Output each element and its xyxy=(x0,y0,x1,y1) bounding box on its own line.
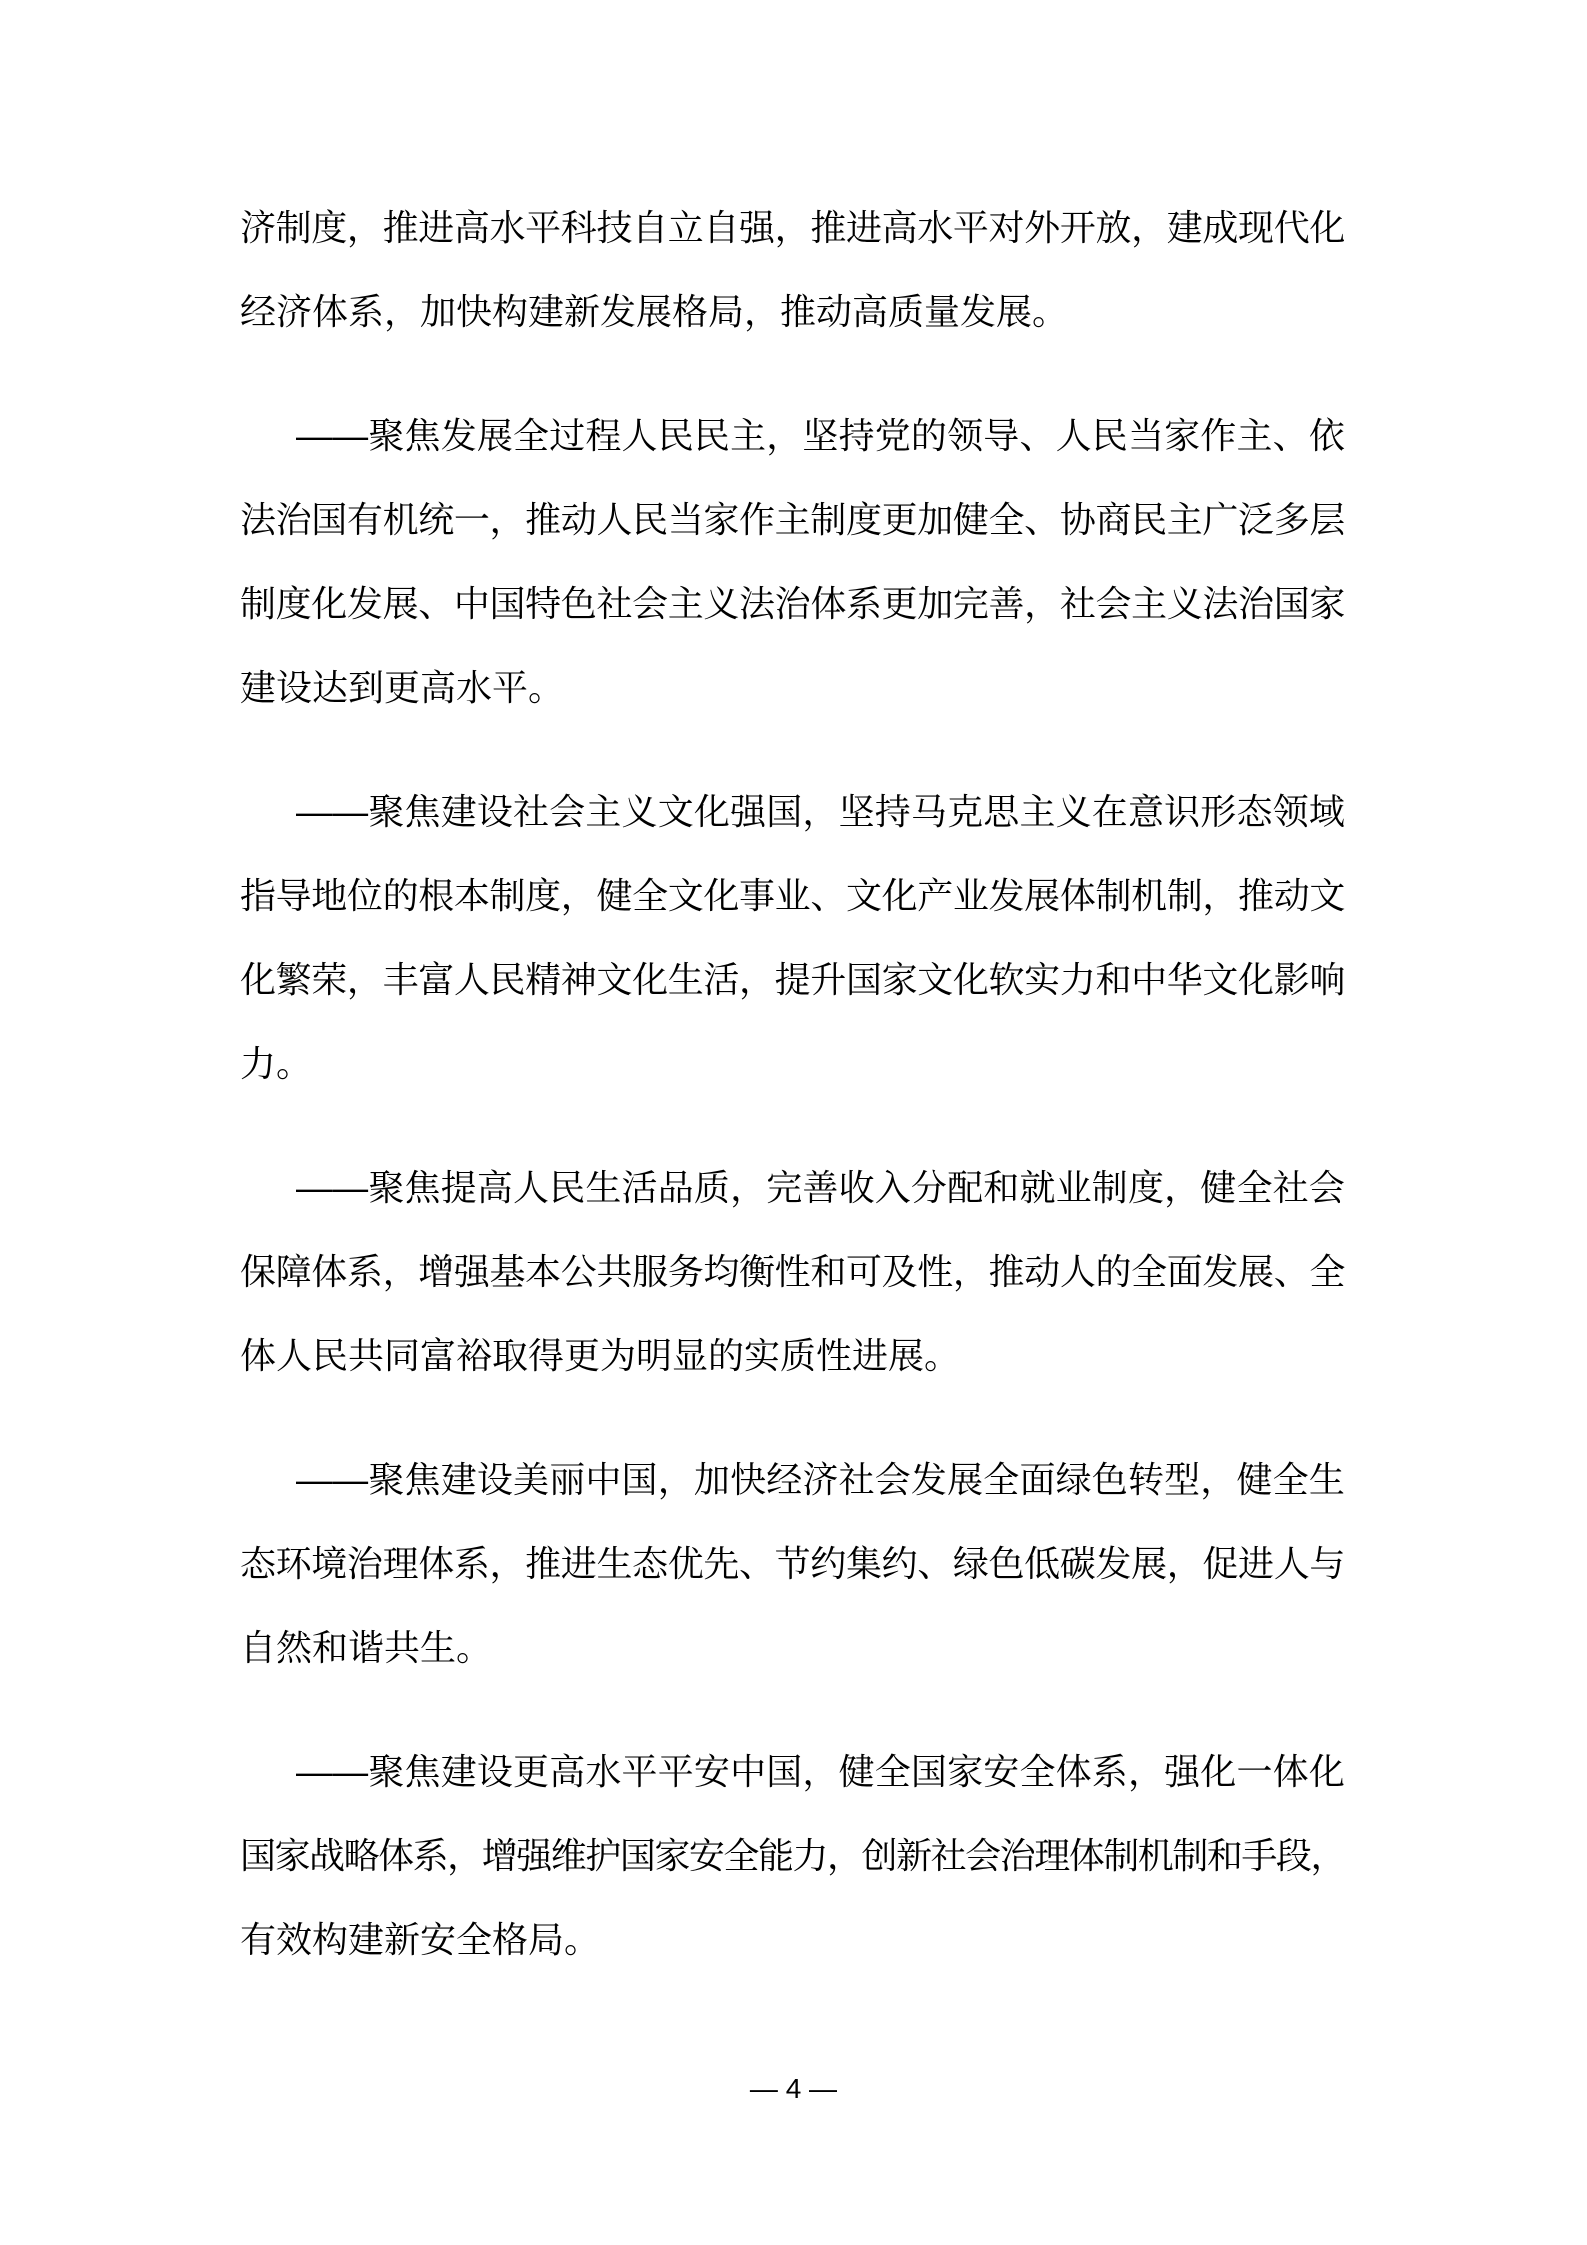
text-line-content: 有效构建新安全格局。 xyxy=(240,1919,601,1960)
text-line-content: 国家战略体系，增强维护国家安全能力，创新社会治理体制机制和手段， xyxy=(240,1835,1345,1876)
text-line xyxy=(240,1898,1345,1982)
text-line-content: ——聚焦建设社会主义文化强国，坚持马克思主义在意识形态领域 xyxy=(296,791,1345,832)
paragraph xyxy=(240,186,1345,354)
text-line xyxy=(240,938,1345,1022)
paragraph xyxy=(240,1730,1345,1982)
text-line-content: ——聚焦提高人民生活品质，完善收入分配和就业制度，健全社会 xyxy=(296,1167,1345,1208)
text-line-content: 保障体系，增强基本公共服务均衡性和可及性，推动人的全面发展、全 xyxy=(240,1251,1345,1292)
text-line-content: 制度化发展、中国特色社会主义法治体系更加完善，社会主义法治国家 xyxy=(240,583,1345,624)
paragraph xyxy=(240,770,1345,1106)
paragraph xyxy=(240,1438,1345,1690)
text-line-content: 态环境治理体系，推进生态优先、节约集约、绿色低碳发展，促进人与 xyxy=(240,1543,1345,1584)
text-line-content: 自然和谐共生。 xyxy=(240,1627,493,1668)
text-line-content: 力。 xyxy=(240,1043,313,1084)
text-line xyxy=(240,1314,1345,1398)
text-line-content: 经济体系，加快构建新发展格局，推动高质量发展。 xyxy=(240,291,1069,332)
text-line xyxy=(240,646,1345,730)
text-line xyxy=(240,394,1345,478)
text-line-content: 建设达到更高水平。 xyxy=(240,667,565,708)
text-line-content: ——聚焦发展全过程人民民主，坚持党的领导、人民当家作主、依 xyxy=(296,415,1345,456)
text-line-content: 体人民共同富裕取得更为明显的实质性进展。 xyxy=(240,1335,961,1376)
paragraph xyxy=(240,1146,1345,1398)
text-line xyxy=(240,1438,1345,1522)
text-line-content: 化繁荣，丰富人民精神文化生活，提升国家文化软实力和中华文化影响 xyxy=(240,959,1345,1000)
text-line xyxy=(240,1230,1345,1314)
text-line xyxy=(240,1146,1345,1230)
text-line xyxy=(240,1522,1345,1606)
text-line xyxy=(240,1814,1345,1898)
text-line xyxy=(240,1730,1345,1814)
text-line xyxy=(240,1606,1345,1690)
text-line xyxy=(240,562,1345,646)
text-line xyxy=(240,186,1345,270)
text-line-content: ——聚焦建设更高水平平安中国，健全国家安全体系，强化一体化 xyxy=(296,1751,1345,1792)
page-number: — 4 — xyxy=(749,2073,838,2104)
text-line xyxy=(240,854,1345,938)
text-line xyxy=(240,478,1345,562)
text-line xyxy=(240,270,1345,354)
text-line-content: 济制度，推进高水平科技自立自强，推进高水平对外开放，建成现代化 xyxy=(240,207,1345,248)
document-body xyxy=(240,186,1345,2022)
paragraph xyxy=(240,394,1345,730)
text-line-content: ——聚焦建设美丽中国，加快经济社会发展全面绿色转型，健全生 xyxy=(296,1459,1345,1500)
text-line xyxy=(240,770,1345,854)
text-line xyxy=(240,1022,1345,1106)
text-line-content: 指导地位的根本制度，健全文化事业、文化产业发展体制机制，推动文 xyxy=(240,875,1345,916)
text-line-content: 法治国有机统一，推动人民当家作主制度更加健全、协商民主广泛多层 xyxy=(240,499,1345,540)
